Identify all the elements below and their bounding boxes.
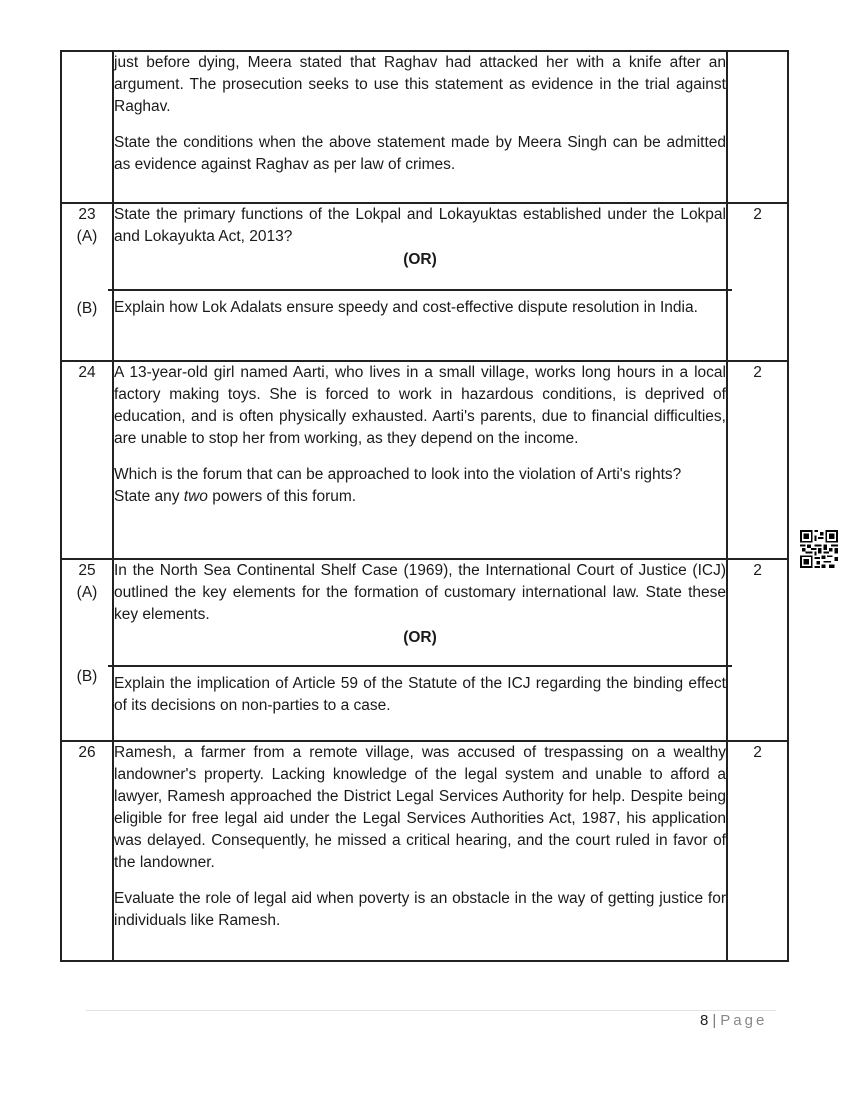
question-paragraph: Evaluate the role of legal aid when poverty is an obstacle in the way of getting justice for individuals like Ramesh. — [114, 890, 726, 929]
qr-code-icon — [800, 530, 838, 568]
question-marks: 2 — [727, 203, 788, 361]
question-number: 24 — [61, 361, 113, 559]
instruction-text: State any — [114, 488, 184, 505]
option-b-label: (B) — [76, 668, 98, 685]
option-a-label: (A) — [76, 228, 98, 245]
option-a-text: In the North Sea Continental Shelf Case (1969), the International Court of Justice (ICJ) outlined the key elements for the formation of customary international law. State these key elements. — [114, 562, 726, 623]
page-footer — [700, 1012, 767, 1029]
question-number: 26 — [61, 741, 113, 961]
question-number-cell — [61, 559, 113, 741]
or-label: (OR) — [403, 251, 437, 268]
instruction-emphasis: two — [183, 488, 208, 505]
option-b-label: (B) — [76, 300, 98, 317]
option-a-label: (A) — [76, 584, 98, 601]
question-text — [113, 203, 727, 361]
question-marks: 2 — [727, 559, 788, 741]
question-paragraph: State the conditions when the above statement made by Meera Singh can be admitted as evidence against Raghav as per law of crimes. — [114, 134, 726, 173]
question-text — [113, 741, 727, 961]
question-marks: 2 — [727, 361, 788, 559]
question-paragraph: Ramesh, a farmer from a remote village, was accused of trespassing on a wealthy landowner's property. Lacking knowledge of the legal system and unable to afford a lawyer, Ramesh approached the District Legal Services Authority for help. Despite being eligible for free legal aid under the Legal Services Authorities Act, 1987, his application was delayed. Consequently, he missed a critical hearing, and the court ruled in favor of the landowner. — [114, 744, 726, 871]
option-a-text: State the primary functions of the Lokpal and Lokayuktas established under the Lokpal and Lokayukta Act, 2013? — [114, 206, 726, 245]
question-paragraph: Which is the forum that can be approached to look into the violation of Arti's rights? — [114, 466, 682, 483]
page-label: Page — [720, 1012, 768, 1029]
question-number — [61, 51, 113, 203]
question-number: 25 — [78, 562, 96, 579]
question-text — [113, 361, 727, 559]
question-instruction — [114, 486, 726, 508]
question-row-24 — [61, 361, 788, 559]
question-row-23 — [61, 203, 788, 361]
question-paragraph: A 13-year-old girl named Aarti, who lives in a small village, works long hours in a local factory making toys. She is forced to work in hazardous conditions, is deprived of education, and is often physically exhausted. Aarti's parents, due to financial difficulties, are unable to stop her from working, as they depend on the income. — [114, 364, 726, 447]
question-row-25 — [61, 559, 788, 741]
option-b-text: Explain how Lok Adalats ensure speedy and cost-effective dispute resolution in India. — [108, 289, 732, 357]
question-paragraph: just before dying, Meera stated that Raghav had attacked her with a knife after an argument. The prosecution seeks to use this statement as evidence in the trial against Raghav. — [114, 54, 726, 115]
question-marks — [727, 51, 788, 203]
question-row-continuation — [61, 51, 788, 203]
question-number-cell — [61, 203, 113, 361]
page-separator: | — [712, 1012, 717, 1029]
instruction-text: powers of this forum. — [207, 488, 357, 505]
questions-table — [60, 50, 789, 962]
page-number: 8 — [700, 1012, 709, 1029]
question-number: 23 — [78, 206, 96, 223]
question-row-26 — [61, 741, 788, 961]
question-text — [113, 51, 727, 203]
question-text — [113, 559, 727, 741]
or-label: (OR) — [403, 629, 437, 646]
option-b-text: Explain the implication of Article 59 of the Statute of the ICJ regarding the binding effect of its decisions on non-parties to a case. — [108, 665, 732, 735]
footer-divider — [86, 1010, 776, 1011]
question-marks: 2 — [727, 741, 788, 961]
